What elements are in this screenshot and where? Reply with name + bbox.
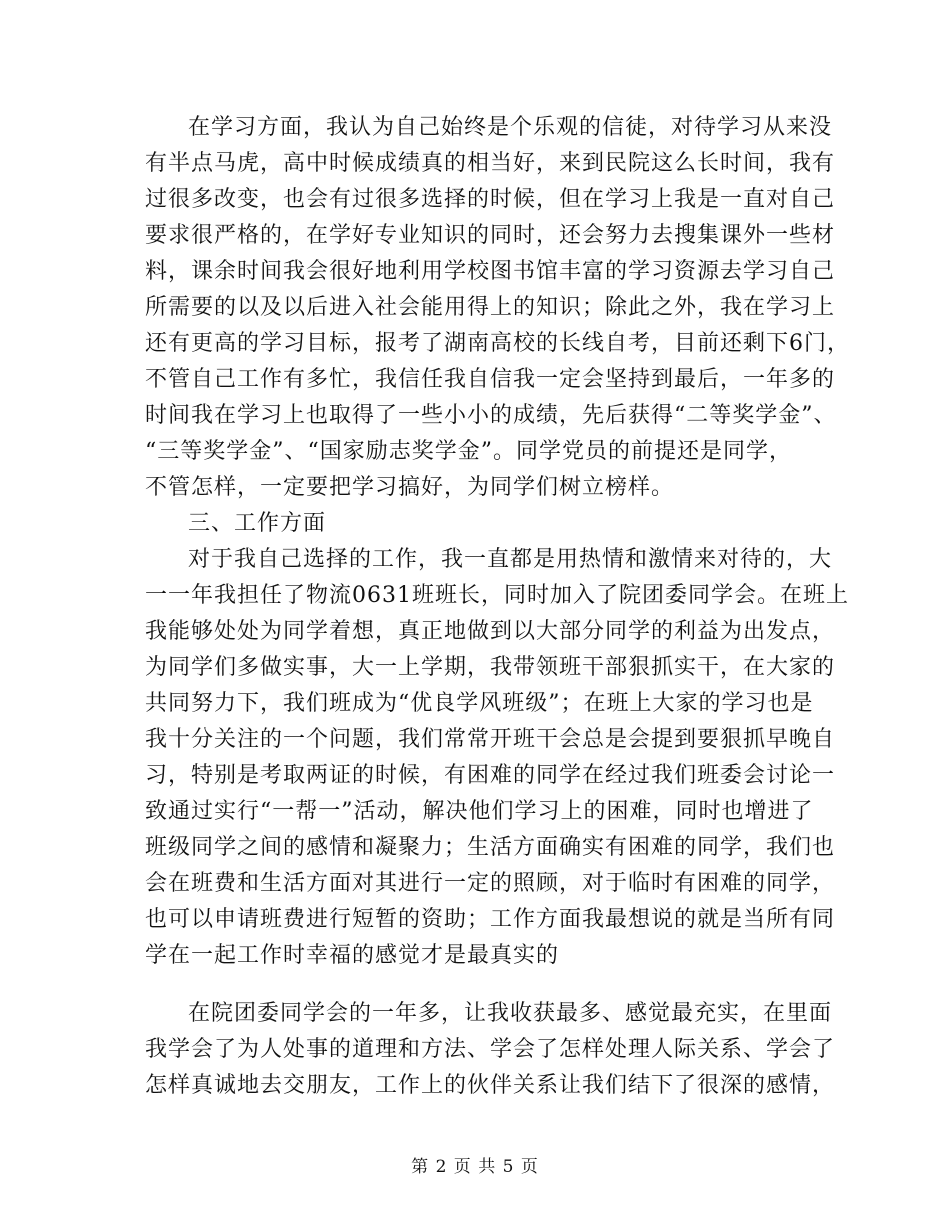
paragraph-line: 习，特别是考取两证的时候，有困难的同学在经过我们班委会讨论一 — [145, 763, 836, 788]
paragraph-line: 致通过实行“一帮一”活动，解决他们学习上的困难，同时也增进了 — [145, 799, 814, 824]
paragraph-line: 会在班费和生活方面对其进行一定的照顾，对于临时有困难的同学， — [145, 871, 836, 896]
paragraph-line: 不管怎样，一定要把学习搞好，为同学们树立榜样。 — [145, 475, 675, 500]
paragraph-line: 一一年我担任了物流0631班班长，同时加入了院团委同学会。在班上 — [145, 583, 849, 608]
paragraph-line: 为同学们多做实事，大一上学期，我带领班干部狠抓实干，在大家的 — [145, 655, 836, 680]
paragraph-line: 过很多改变，也会有过很多选择的时候，但在学习上我是一直对自己 — [145, 187, 836, 212]
paragraph-line: 不管自己工作有多忙，我信任我自信我一定会坚持到最后，一年多的 — [145, 367, 836, 392]
paragraph-line: 料，课余时间我会很好地利用学校图书馆丰富的学习资源去学习自己 — [145, 259, 836, 284]
paragraph-line: 有半点马虎，高中时候成绩真的相当好，来到民院这么长时间，我有 — [145, 151, 836, 176]
paragraph-line: 共同努力下，我们班成为“优良学风班级”；在班上大家的学习也是 — [145, 691, 814, 716]
paragraph-line: 还有更高的学习目标，报考了湖南高校的长线自考，目前还剩下6门， — [145, 331, 850, 356]
paragraph-line: 我十分关注的一个问题，我们常常开班干会总是会提到要狠抓早晚自 — [145, 727, 836, 752]
paragraph-line: “三等奖学金”、“国家励志奖学金”。同学党员的前提还是同学， — [145, 439, 792, 464]
paragraph-line: 学在一起工作时幸福的感觉才是最真实的 — [145, 943, 560, 968]
paragraph-line: 时间我在学习上也取得了一些小小的成绩，先后获得“二等奖学金”、 — [145, 403, 837, 428]
paragraph-line: 要求很严格的，在学好专业知识的同时，还会努力去搜集课外一些材 — [145, 223, 836, 248]
paragraph-line: 怎样真诚地去交朋友，工作上的伙伴关系让我们结下了很深的感情， — [145, 1073, 836, 1098]
paragraph-line: 所需要的以及以后进入社会能用得上的知识；除此之外，我在学习上 — [145, 295, 836, 320]
paragraph-line: 在院团委同学会的一年多，让我收获最多、感觉最充实，在里面 — [188, 1001, 833, 1026]
paragraph-line: 也可以申请班费进行短暂的资助；工作方面我最想说的就是当所有同 — [145, 907, 836, 932]
paragraph-line: 对于我自己选择的工作，我一直都是用热情和激情来对待的，大 — [188, 547, 833, 572]
paragraph-line: 我能够处处为同学着想，真正地做到以大部分同学的利益为出发点， — [145, 619, 836, 644]
paragraph-line: 我学会了为人处事的道理和方法、学会了怎样处理人际关系、学会了 — [145, 1037, 836, 1062]
section-heading: 三、工作方面 — [188, 511, 327, 536]
paragraph-line: 班级同学之间的感情和凝聚力；生活方面确实有困难的同学，我们也 — [145, 835, 836, 860]
page-number-footer: 第 2 页 共 5 页 — [411, 1157, 539, 1177]
paragraph-line: 在学习方面，我认为自己始终是个乐观的信徒，对待学习从来没 — [188, 115, 833, 140]
